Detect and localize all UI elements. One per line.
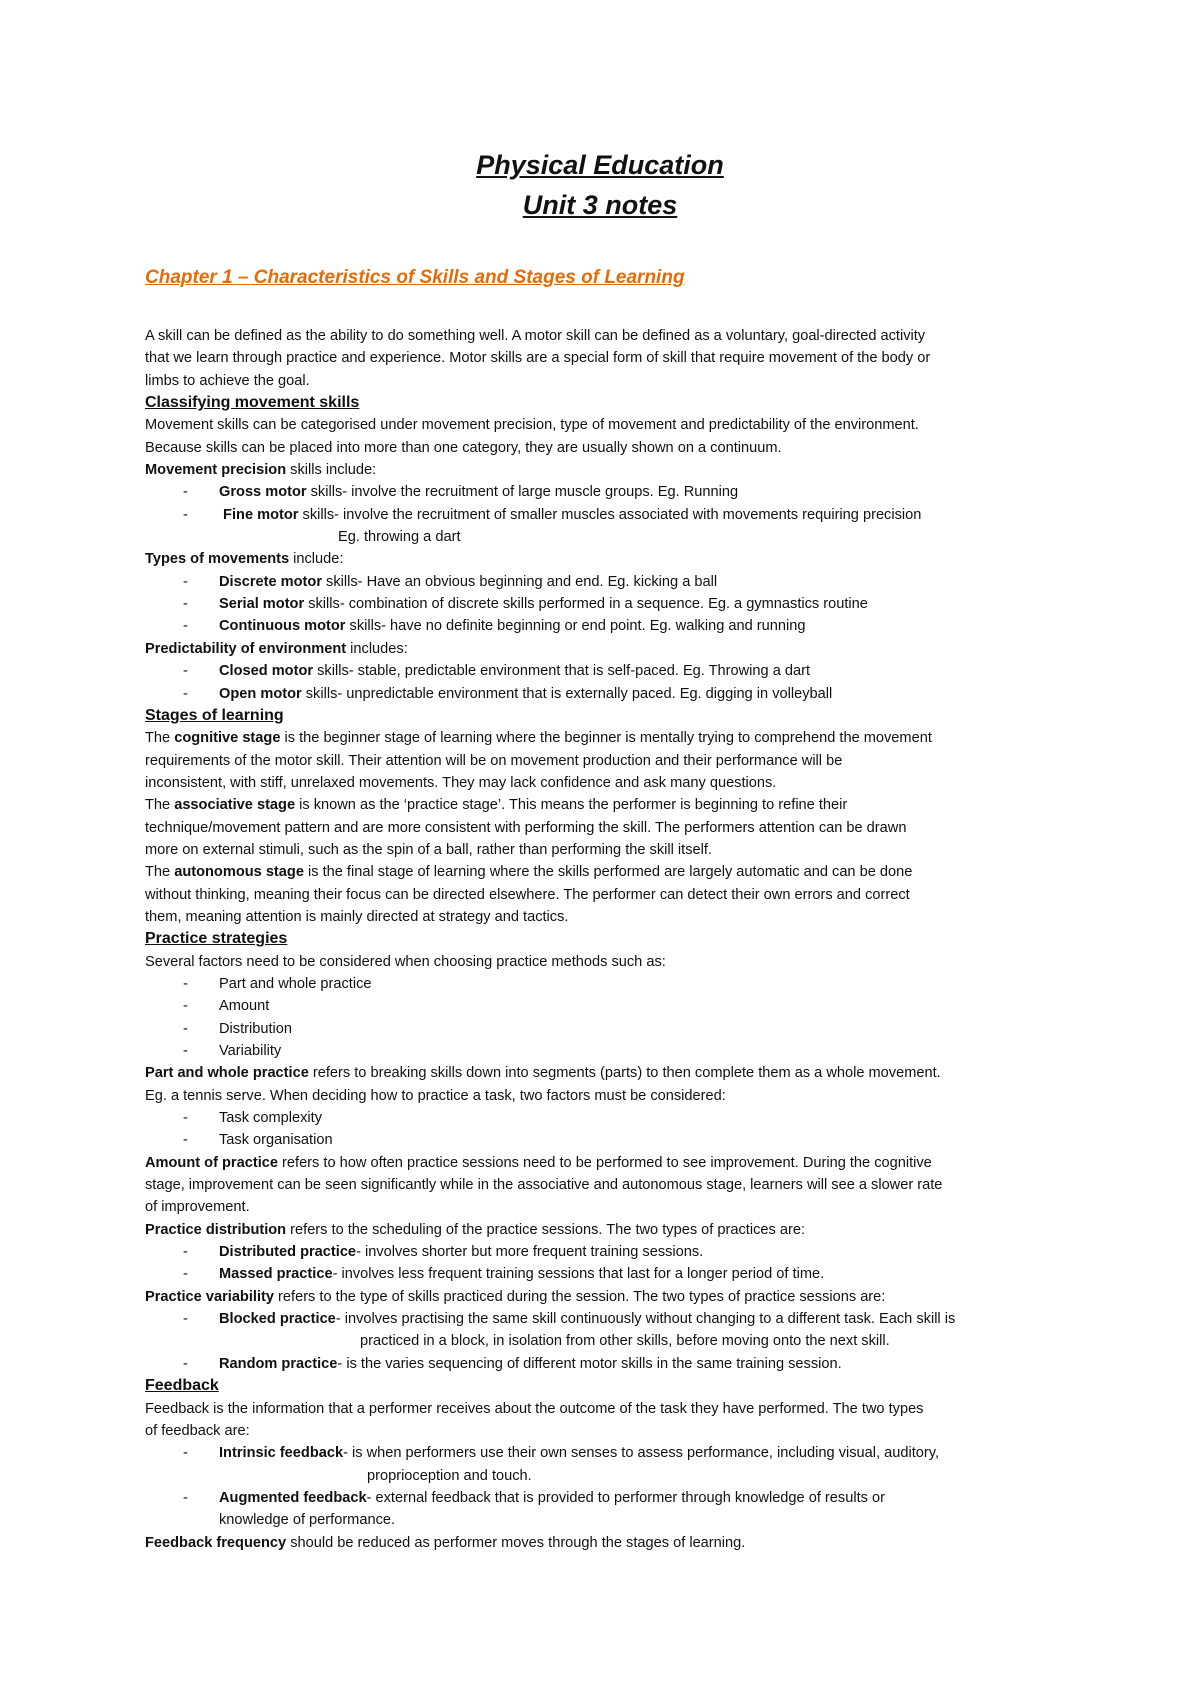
document-body [145,325,1065,1554]
paragraph-line: Part and whole practice refers to breaking skills down into segments (parts) to then complete them as a whole movement. [145,1065,941,1082]
paragraph-line: Feedback is the information that a performer receives about the outcome of the task they have performed. The two types [145,1400,924,1417]
section-heading-classifying: Classifying movement skills [145,394,360,412]
list-item: - Amount [183,998,270,1015]
paragraph-line: Movement skills can be categorised under movement precision, type of movement and predictability of the environment. [145,417,919,434]
paragraph-line: requirements of the motor skill. Their attention will be on movement production and their performance will be [145,752,843,769]
paragraph-line: A skill can be defined as the ability to do something well. A motor skill can be defined as a voluntary, goal-directed activity [145,328,926,344]
paragraph-line: The autonomous stage is the final stage of learning where the skills performed are largely automatic and can be done [145,864,913,881]
paragraph-line: Because skills can be placed into more than one category, they are usually shown on a continuum. [145,439,782,456]
list-item: - Task complexity [183,1110,322,1127]
paragraph-line: inconsistent, with stiff, unrelaxed movements. They may lack confidence and ask many questions. [145,774,777,791]
list-item: - Blocked practice- involves practising the same skill continuously without changing to a different task. Each skill is [183,1311,956,1328]
list-item: - Massed practice- involves less frequent training sessions that last for a longer period of time. [183,1266,825,1283]
list-item: - Open motor skills- unpredictable environment that is externally paced. Eg. digging in volleyball [183,685,833,702]
paragraph-line: them, meaning attention is mainly directed at strategy and tactics. [145,908,569,925]
paragraph-line: Feedback frequency should be reduced as performer moves through the stages of learning. [145,1534,746,1551]
list-item: - Task organisation [183,1132,333,1149]
paragraph-line: Amount of practice refers to how often practice sessions need to be performed to see improvement. During the cognitive [145,1154,932,1171]
paragraph-line: of feedback are: [145,1422,250,1439]
list-item: - Gross motor skills- involve the recruitment of large muscle groups. Eg. Running [183,484,739,501]
paragraph-line: without thinking, meaning their focus can be directed elsewhere. The performer can detect their own errors and correct [145,886,910,903]
paragraph-line: limbs to achieve the goal. [145,372,310,389]
paragraph-line: The associative stage is known as the ‘practice stage’. This means the performer is beginning to refine their [145,797,848,814]
section-heading-feedback: Feedback [145,1377,219,1395]
paragraph-line: Eg. a tennis serve. When deciding how to practice a task, two factors must be considered: [145,1087,726,1104]
paragraph-line: Practice variability refers to the type of skills practiced during the session. The two types of practice sessions are: [145,1288,886,1305]
chapter-heading: Chapter 1 – Characteristics of Skills and Stages of Learning [145,267,685,288]
list-item: - Serial motor skills- combination of discrete skills performed in a sequence. Eg. a gymnastics routine [183,596,868,613]
list-item: - Augmented feedback- external feedback that is provided to performer through knowledge of results or [183,1489,885,1506]
paragraph-line: Types of movements include: [145,551,344,568]
paragraph-line: of improvement. [145,1199,250,1216]
list-item-continuation: knowledge of performance. [219,1512,396,1529]
list-item: - Distributed practice- involves shorter but more frequent training sessions. [183,1244,704,1261]
list-item-continuation: practiced in a block, in isolation from other skills, before moving onto the next skill. [360,1333,890,1350]
document-subtitle: Unit 3 notes [522,190,678,220]
list-item-continuation: proprioception and touch. [367,1467,532,1484]
list-item: - Intrinsic feedback- is when performers use their own senses to assess performance, including visual, auditory, [183,1445,940,1462]
section-heading-stages: Stages of learning [145,706,284,724]
list-item: - Distribution [183,1020,292,1037]
list-item: - Continuous motor skills- have no definite beginning or end point. Eg. walking and running [183,618,806,635]
paragraph-line: Practice distribution refers to the scheduling of the practice sessions. The two types of practices are: [145,1221,805,1238]
paragraph-line: technique/movement pattern and are more consistent with performing the skill. The performers attention can be drawn [145,819,907,836]
list-item: - Random practice- is the varies sequencing of different motor skills in the same training session. [183,1355,842,1372]
section-heading-practice: Practice strategies [145,930,288,948]
paragraph-line: Several factors need to be considered when choosing practice methods such as: [145,953,666,970]
list-item: - Variability [183,1043,282,1059]
list-item: - Part and whole practice [183,975,372,992]
paragraph-line: Predictability of environment includes: [145,640,408,657]
paragraph-line: stage, improvement can be seen significantly while in the associative and autonomous stage, learners will see a slower rate [145,1177,943,1194]
document-title: Physical Education [476,150,724,180]
paragraph-line: Movement precision skills include: [145,462,377,479]
list-item: - Fine motor skills- involve the recruitment of smaller muscles associated with movements requiring precision [183,506,922,523]
paragraph-line: The cognitive stage is the beginner stage of learning where the beginner is mentally trying to comprehend the movement [145,730,932,747]
list-item: - Discrete motor skills- Have an obvious beginning and end. Eg. kicking a ball [183,573,718,590]
paragraph-line: that we learn through practice and experience. Motor skills are a special form of skill that require movement of the body or [145,350,931,367]
list-item-continuation: Eg. throwing a dart [338,529,461,546]
paragraph-line: more on external stimuli, such as the spin of a ball, rather than performing the skill itself. [145,841,712,858]
list-item: - Closed motor skills- stable, predictable environment that is self-paced. Eg. Throwing a dart [183,663,811,680]
